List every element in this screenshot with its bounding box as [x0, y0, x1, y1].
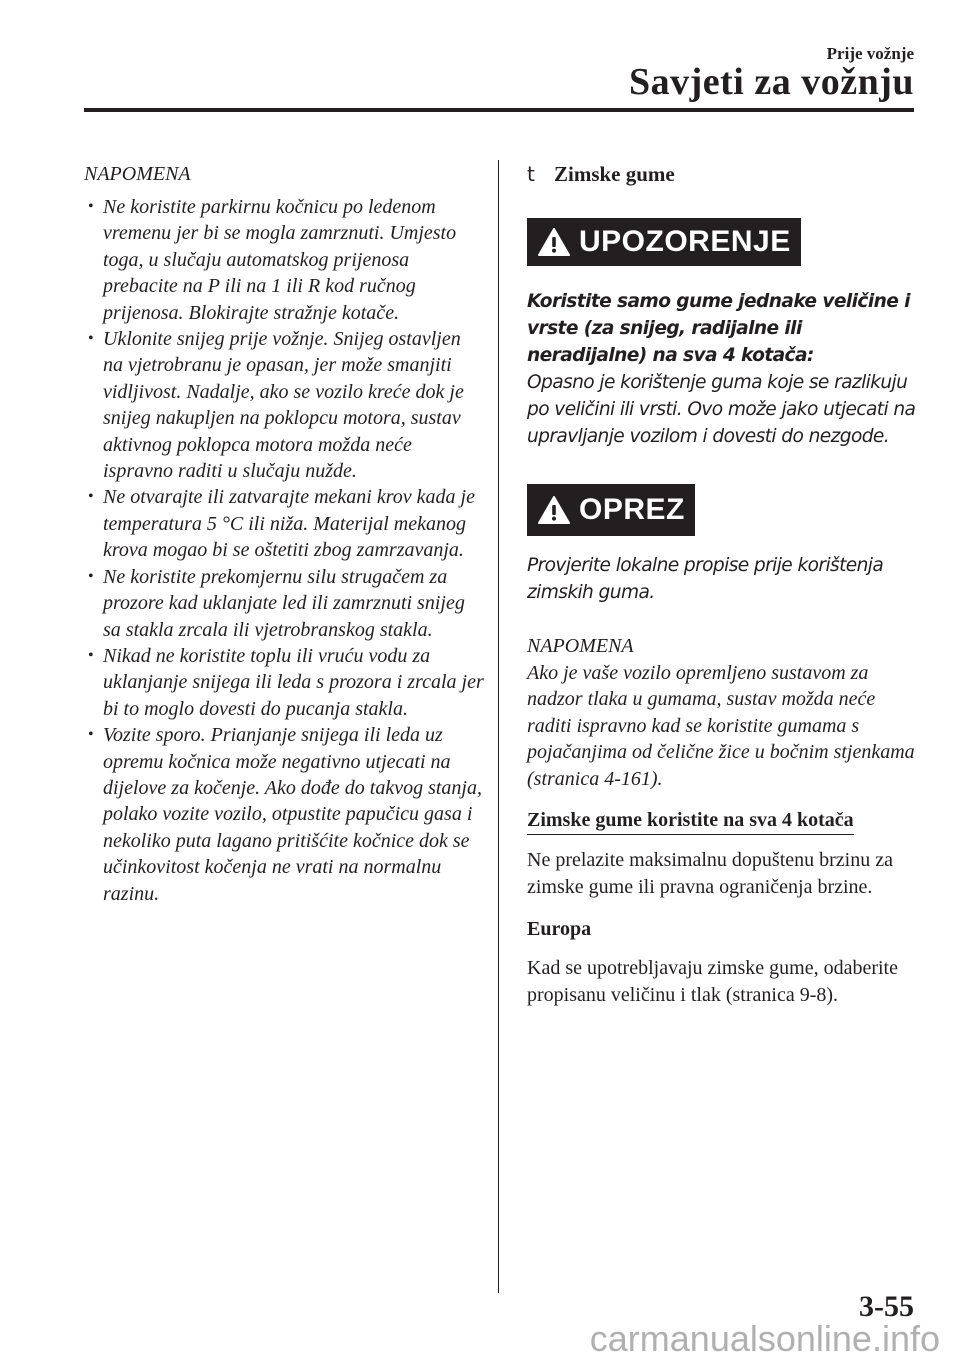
note-bullet	[84, 194, 484, 326]
left-column	[84, 160, 484, 907]
note-bullet-text: Ne otvarajte ili zatvarajte mekani krov kada je temperatura 5 °C ili niža. Materijal mekanog krova mogao bi se oštetiti zbog zamrzavanja.	[103, 486, 475, 562]
subsection-marker: t	[527, 162, 535, 186]
warning-bold-text: Koristite samo gume jednake veličine i vrste (za snijeg, radijalne ili neradijalne) na sva 4 kotača:	[527, 291, 910, 366]
caution-box	[527, 484, 695, 536]
heading-all-wheels-wrap	[527, 806, 923, 835]
note-bullet-text: Ne koristite parkirnu kočnicu po ledenom vremenu jer bi se mogla zamrznuti. Umjesto toga, u slučaju automatskog prijenosa prebacite na P ili na 1 ili R kod ručnog prijenosa. Blokirajte stražnje kotače.	[103, 196, 457, 324]
warning-label: UPOZORENJE	[579, 225, 791, 258]
watermark: carmanualsonline.info	[589, 1318, 940, 1359]
note-bullet	[84, 722, 484, 907]
subsection-heading	[527, 160, 923, 188]
note-title: NAPOMENA	[84, 163, 191, 185]
all-wheels-text: Ne prelazite maksimalnu dopuštenu brzinu za zimske gume ili pravna ograničenja brzine.	[527, 849, 893, 899]
note-title: NAPOMENA	[527, 635, 634, 657]
bullet-dot: •	[88, 726, 94, 744]
caution-text: Provjerite lokalne propise prije korištenja zimskih guma.	[527, 555, 884, 603]
note-bullet-text: Uklonite snijeg prije vožnje. Snijeg ostavljen na vjetrobranu je opasan, jer može smanjiti vidljivost. Nadalje, ako se vozilo kreće dok je snijeg nakupljen na poklopcu motora, sustav aktivnog poklopca motora možda neće ispravno raditi u slučaju nužde.	[103, 328, 464, 483]
warning-text: Opasno je korištenje guma koje se razlikuju po veličini ili vrsti. Ovo može jako utjecati na upravljanje vozilom i dovesti do nezgode.	[527, 372, 916, 447]
caution-box-wrap	[527, 484, 923, 536]
note-bullet-text: Vozite sporo. Prianjanje snijega ili leda uz opremu kočnica može negativno utjecati na dijelove za kočenje. Ako dođe do takvog stanja, polako vozite vozilo, otpustite papučicu gasa i nekoliko puta lagano pritišćite kočnice dok se učinkovitost kočenja ne vrati na normalnu razinu.	[103, 724, 482, 905]
note-bullet	[84, 484, 484, 563]
note-bullet-text: Ne koristite prekomjernu silu strugačem za prozore kad uklanjate led ili zamrznuti snijeg sa stakla zrcala ili vjetrobranskog stakla.	[103, 565, 465, 641]
note-bullet	[84, 643, 484, 722]
warning-triangle-icon	[537, 495, 571, 525]
heading-all-wheels: Zimske gume koristite na sva 4 kotača	[527, 806, 854, 835]
right-column	[527, 160, 923, 1009]
heading-europe: Europa	[527, 918, 592, 941]
warning-box-wrap	[527, 218, 923, 266]
bullet-dot: •	[88, 567, 94, 585]
warning-triangle-icon	[537, 227, 571, 257]
bullet-dot: •	[88, 198, 94, 215]
page-title: Savjeti za vožnju	[628, 61, 914, 103]
bullet-dot: •	[88, 646, 94, 664]
warning-box	[527, 218, 801, 266]
note-bullet	[84, 564, 484, 643]
subsection-title: Zimske gume	[554, 162, 675, 186]
bullet-dot: •	[88, 330, 94, 348]
header-section-name: Prije vožnje	[826, 44, 914, 63]
note-bullet-text: Nikad ne koristite toplu ili vruću vodu za uklanjanje snijega ili leda s prozora i zrcala jer bi to moglo dovesti do pucanja stakla.	[103, 644, 484, 720]
column-divider	[498, 160, 499, 1293]
note-text: Ako je vaše vozilo opremljeno sustavom za nadzor tlaka u gumama, sustav možda neće raditi ispravno kad se koristite gumama s pojačanjima od čelične žice u bočnim stjenkama (stranica 4-161).	[527, 662, 915, 790]
note-bullet	[84, 326, 484, 484]
bullet-dot: •	[88, 488, 94, 506]
note-bullet-list	[84, 194, 484, 907]
europe-text: Kad se upotrebljavaju zimske gume, odaberite propisanu veličinu i tlak (stranica 9-8).	[527, 957, 898, 1007]
header-rule	[84, 108, 914, 112]
page-number: 3-55	[859, 1290, 914, 1323]
caution-label: OPREZ	[579, 493, 685, 526]
warning-content	[527, 288, 923, 450]
